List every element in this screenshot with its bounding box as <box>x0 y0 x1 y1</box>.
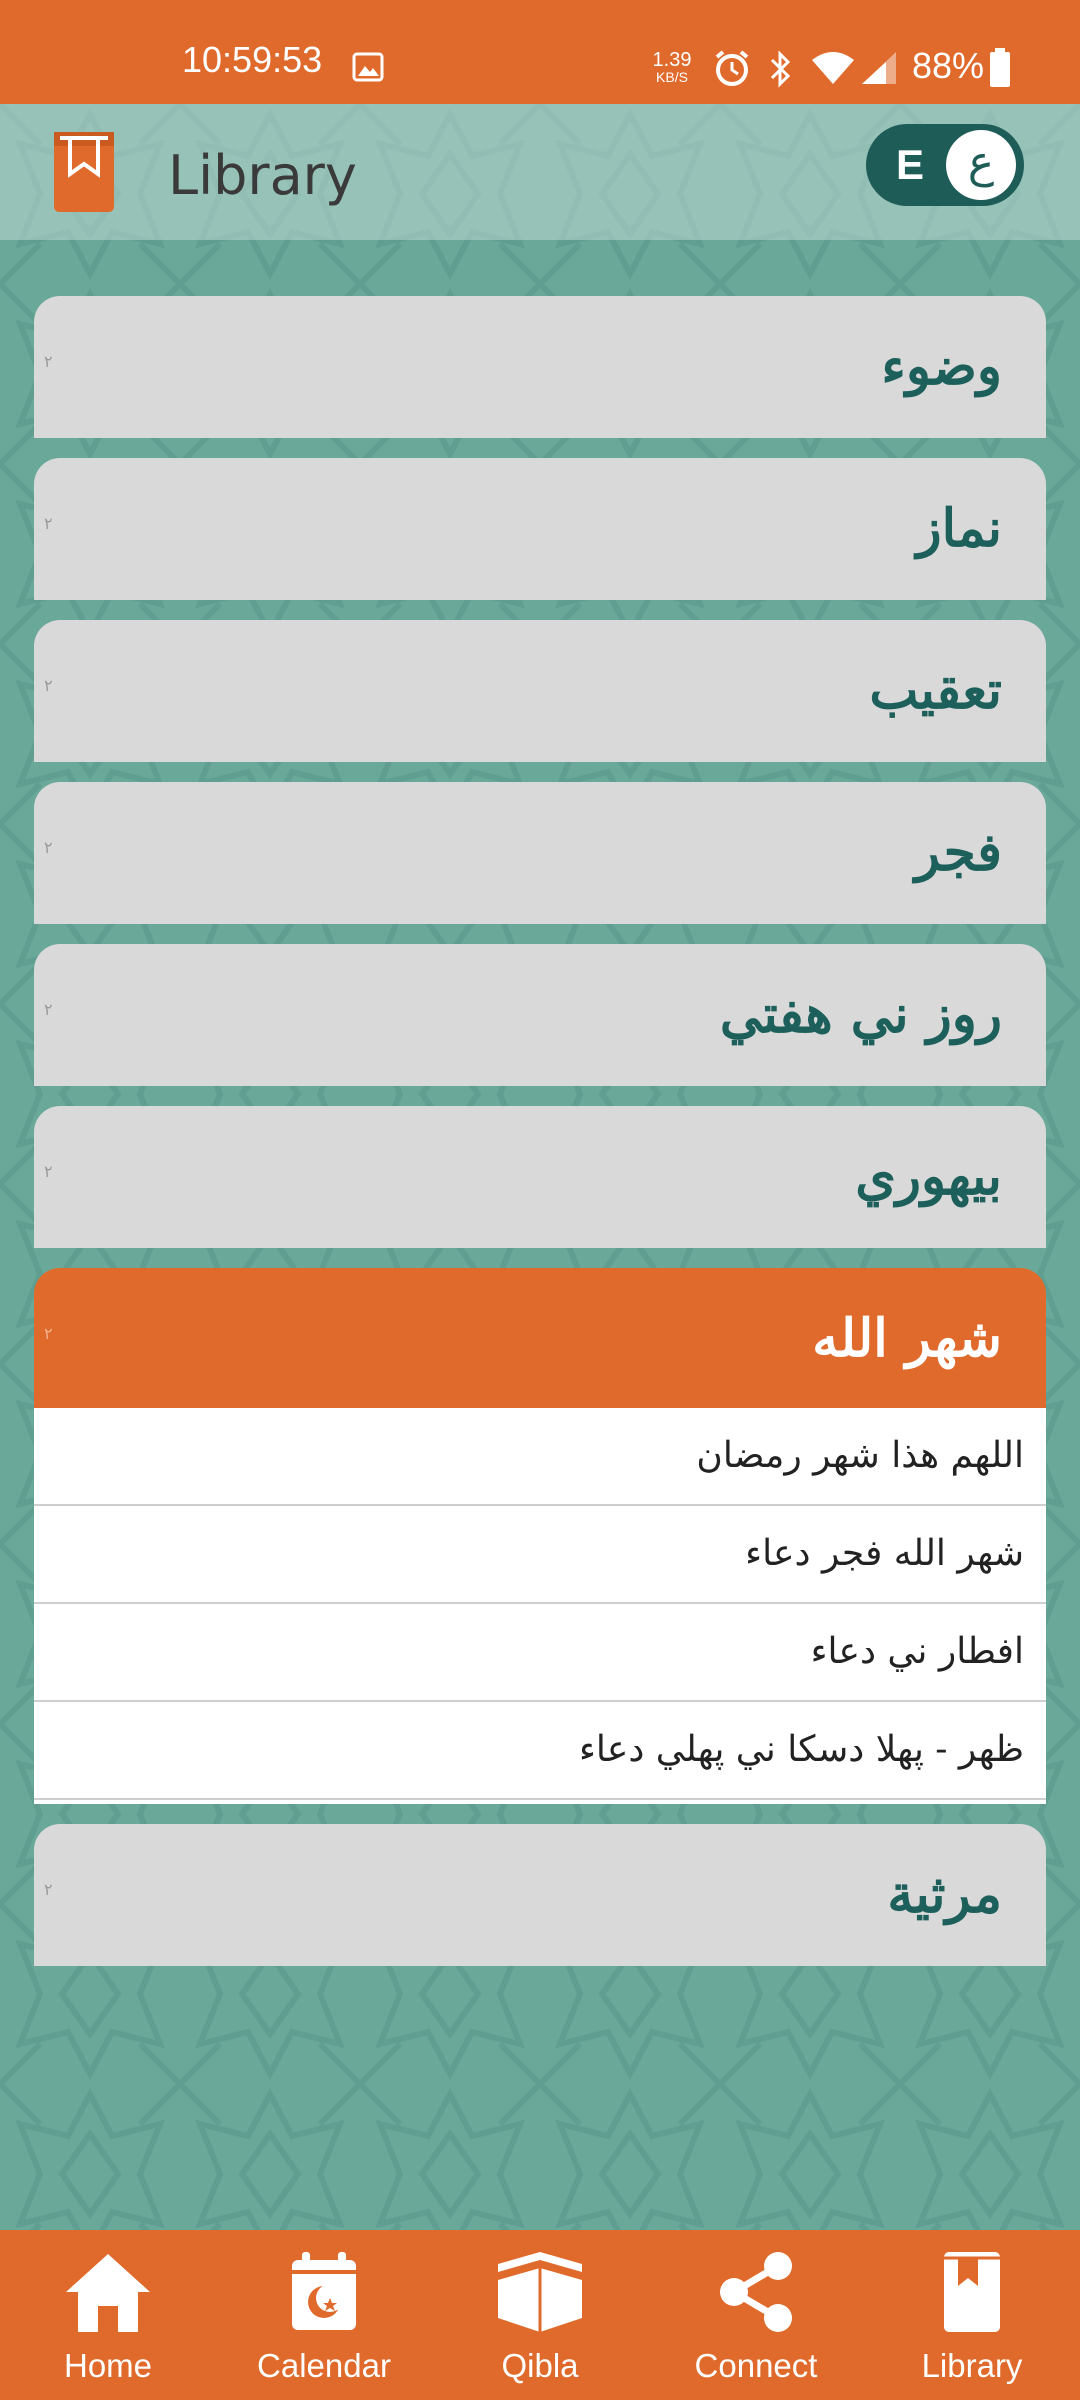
list-item-label: ظهر - پهلا دسكا ني پهلي دعاء <box>578 1729 1024 1770</box>
section-title: روز ني هفتي <box>719 984 1002 1045</box>
list-item[interactable] <box>34 1506 1046 1604</box>
section-mark: ٢ <box>44 1162 53 1181</box>
section-card[interactable] <box>34 620 1046 762</box>
section-card[interactable] <box>34 944 1046 1086</box>
section-title: وضوء <box>881 336 1002 397</box>
list-item[interactable] <box>34 1408 1046 1506</box>
nav-label: Connect <box>694 2347 818 2384</box>
section-mark: ٢ <box>44 514 53 533</box>
cellular-signal-icon <box>860 50 898 86</box>
nav-qibla[interactable] <box>432 2230 648 2400</box>
list-item-label: اللهم هذا شهر رمضان <box>696 1435 1024 1476</box>
network-speed: 1.39 KB/S <box>652 49 692 85</box>
section-title: فجر <box>914 822 1002 883</box>
language-arabic-label: ع <box>967 137 995 188</box>
battery-icon <box>988 48 1012 88</box>
status-bar <box>0 0 1080 104</box>
list-item[interactable] <box>34 1702 1046 1800</box>
section-card[interactable] <box>34 1824 1046 1966</box>
section-mark: ٢ <box>44 1000 53 1019</box>
book-icon <box>928 2250 1016 2334</box>
list-item-label: افطار ني دعاء <box>810 1631 1024 1672</box>
section-card[interactable] <box>34 1106 1046 1248</box>
section-mark: ٢ <box>44 1324 53 1343</box>
nav-library[interactable] <box>864 2230 1080 2400</box>
section-mark: ٢ <box>44 838 53 857</box>
nav-label: Qibla <box>501 2347 579 2384</box>
battery-percentage: 88% <box>912 45 985 86</box>
bluetooth-icon <box>768 50 794 88</box>
language-toggle[interactable] <box>866 124 1024 206</box>
section-title: نماز <box>916 498 1002 559</box>
section-card[interactable] <box>34 458 1046 600</box>
calendar-icon <box>280 2250 368 2334</box>
library-book-icon <box>52 128 116 214</box>
section-title: بيهوري <box>855 1146 1002 1207</box>
section-card[interactable] <box>34 782 1046 924</box>
nav-label: Calendar <box>257 2347 391 2384</box>
section-title: شهر الله <box>812 1308 1002 1369</box>
page-title: Library <box>168 144 357 207</box>
language-english-label: E <box>896 141 925 188</box>
list-item-label: شهر الله فجر دعاء <box>745 1533 1024 1574</box>
section-card[interactable] <box>34 296 1046 438</box>
status-time: 10:59:53 <box>182 39 323 80</box>
home-icon <box>64 2250 152 2334</box>
section-title: مرثية <box>887 1864 1002 1925</box>
nav-home[interactable] <box>0 2230 216 2400</box>
kaaba-icon <box>496 2250 584 2334</box>
nav-label: Library <box>921 2347 1023 2384</box>
bottom-navigation <box>0 2230 1080 2400</box>
section-card-active[interactable] <box>34 1268 1046 1410</box>
section-mark: ٢ <box>44 352 53 371</box>
share-icon <box>712 2250 800 2334</box>
image-notification-icon <box>352 52 384 82</box>
list-item[interactable] <box>34 1604 1046 1702</box>
section-title: تعقيب <box>869 660 1002 721</box>
alarm-icon <box>712 48 752 88</box>
nav-connect[interactable] <box>648 2230 864 2400</box>
section-mark: ٢ <box>44 1880 53 1899</box>
nav-label: Home <box>63 2347 153 2384</box>
wifi-icon <box>810 50 856 86</box>
nav-calendar[interactable] <box>216 2230 432 2400</box>
section-mark: ٢ <box>44 676 53 695</box>
section-sub-list <box>34 1408 1046 1804</box>
